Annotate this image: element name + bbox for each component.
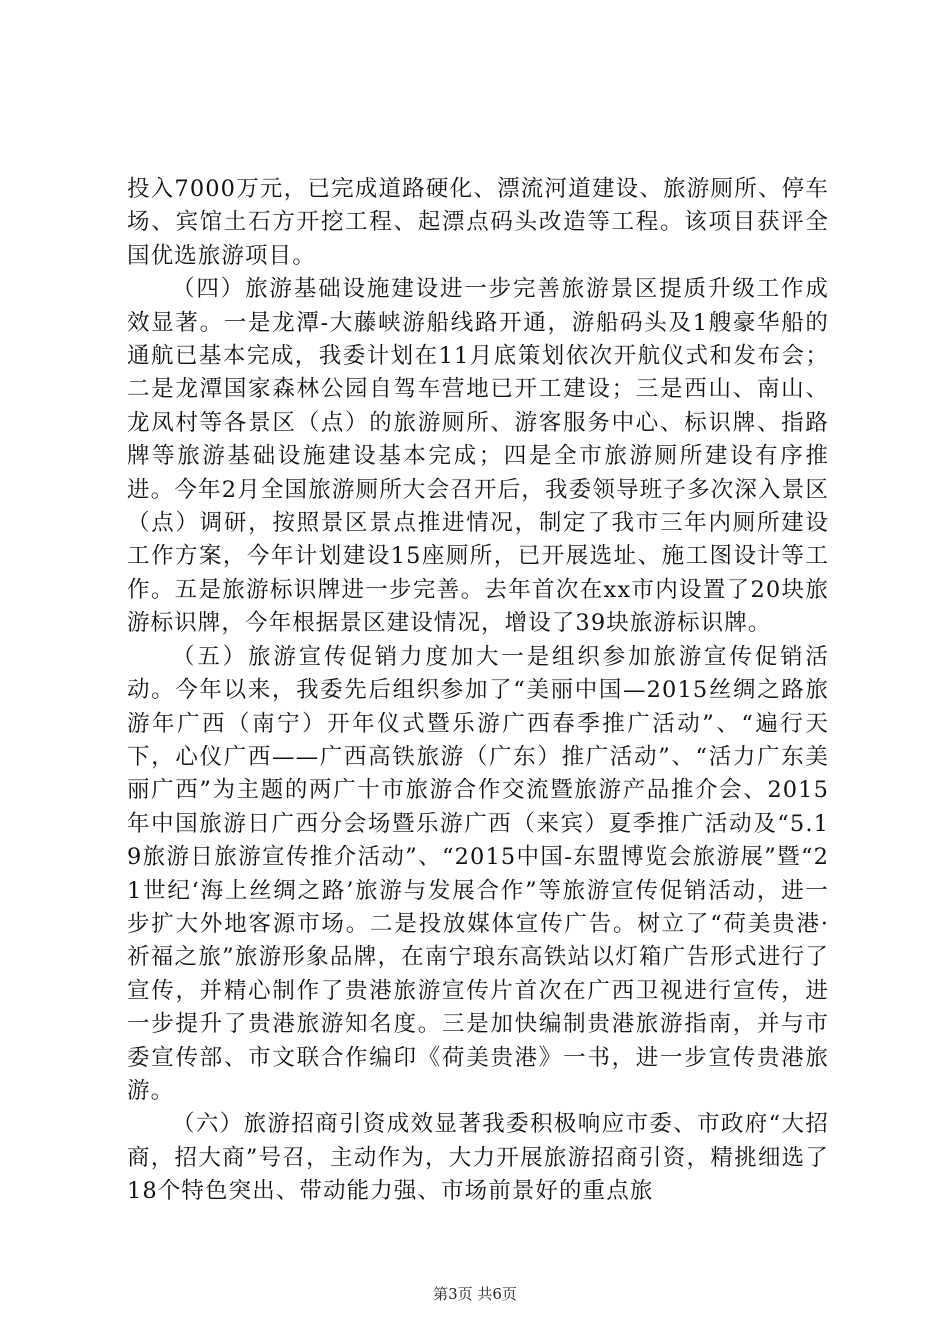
paragraph-section-5: （五）旅游宣传促销力度加大一是组织参加旅游宣传促销活动。今年以来，我委先后组织参加了“美丽中国—2015丝绸之路旅游年广西（南宁）开年仪式暨乐游广西春季推广活动”、“遍行天下，心仪广西——广西高铁旅游（广东）推广活动”、“活力广东美丽广西”为主题的两广十市旅游合作交流暨旅游产品推介会、2015年中国旅游日广西分会场暨乐游广西（来宾）夏季推广活动及“5.19旅游日旅游宣传推介活动”、“2015中国-东盟博览会旅游展”暨“21世纪‘海上丝绸之路’旅游与发展合作”等旅游宣传促销活动，进一步扩大外地客源市场。二是投放媒体宣传广告。树立了“荷美贵港·祈福之旅”旅游形象品牌，在南宁琅东高铁站以灯箱广告形式进行了宣传，并精心制作了贵港旅游宣传片首次在广西卫视进行宣传，进一步提升了贵港旅游知名度。三是加快编制贵港旅游指南，并与市委宣传部、市文联合作编印《荷美贵港》一书，进一步宣传贵港旅游。 <box>127 643 829 1104</box>
paragraph-continued: 投入7000万元，已完成道路硬化、漂流河道建设、旅游厕所、停车场、宾馆土石方开挖工程、起漂点码头改造等工程。该项目获评全国优选旅游项目。 <box>127 176 829 269</box>
paragraph-section-6: （六）旅游招商引资成效显著我委积极响应市委、市政府“大招商，招大商”号召，主动作为，大力开展旅游招商引资，精挑细选了18个特色突出、带动能力强、市场前景好的重点旅 <box>127 1111 829 1205</box>
document-body <box>127 173 829 1209</box>
paragraph-section-4: （四）旅游基础设施建设进一步完善旅游景区提质升级工作成效显著。一是龙潭-大藤峡游船线路开通，游船码头及1艘豪华船的通航已基本完成，我委计划在11月底策划依次开航仪式和发布会；二是龙潭国家森林公园自驾车营地已开工建设；三是西山、南山、龙凤村等各景区（点）的旅游厕所、游客服务中心、标识牌、指路牌等旅游基础设施建设基本完成；四是全市旅游厕所建设有序推进。今年2月全国旅游厕所大会召开后，我委领导班子多次深入景区（点）调研，按照景区景点推进情况，制定了我市三年内厕所建设工作方案，今年计划建设15座厕所，已开展选址、施工图设计等工作。五是旅游标识牌进一步完善。去年首次在xx市内设置了20块旅游标识牌，今年根据景区建设情况，增设了39块旅游标识牌。 <box>127 276 829 637</box>
page-number-footer: 第3页 共6页 <box>433 1285 517 1303</box>
